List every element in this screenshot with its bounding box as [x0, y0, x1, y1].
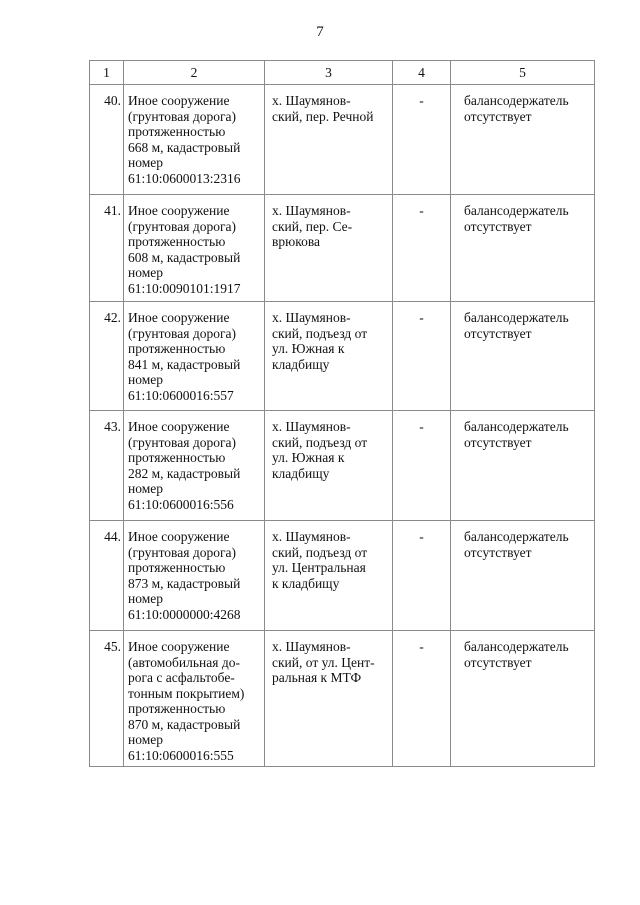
- holder-line: отсутствует: [464, 544, 532, 560]
- address-line: ский, подъезд от: [272, 325, 368, 341]
- row-number: 44.: [90, 521, 124, 631]
- holder-line: отсутствует: [464, 654, 532, 670]
- object-name-line: 870 м, кадастровый: [128, 716, 241, 732]
- address-line: х. Шаумянов-: [272, 639, 351, 654]
- address-line: х. Шаумянов-: [272, 93, 351, 108]
- object-name-line: 841 м, кадастровый: [128, 356, 241, 372]
- object-name-line: 61:10:0600016:557: [128, 387, 234, 403]
- column-header-1: 1: [90, 61, 124, 85]
- holder-line: отсутствует: [464, 218, 532, 234]
- object-name-cell: [124, 521, 265, 631]
- address-line: х. Шаумянов-: [272, 529, 351, 544]
- object-name-line: Иное сооружение: [128, 203, 230, 218]
- holder-line: балансодержатель: [464, 639, 569, 654]
- holder-line: отсутствует: [464, 434, 532, 450]
- holder-cell: [451, 302, 595, 411]
- table-row: [90, 85, 595, 195]
- object-name-line: Иное сооружение: [128, 310, 230, 325]
- column-4-cell: -: [393, 521, 451, 631]
- address-cell: [265, 302, 393, 411]
- object-name-line: (грунтовая дорога): [128, 434, 236, 450]
- object-name-line: (грунтовая дорога): [128, 218, 236, 234]
- object-name-line: тонным покрытием): [128, 685, 245, 701]
- holder-line: балансодержатель: [464, 310, 569, 325]
- address-line: к кладбищу: [272, 575, 340, 591]
- registry-table: [89, 60, 595, 767]
- object-name-cell: [124, 411, 265, 521]
- object-name-line: номер: [128, 591, 164, 606]
- object-name-line: 61:10:0600016:555: [128, 747, 234, 763]
- object-name-line: протяженностью: [128, 124, 226, 139]
- holder-cell: [451, 521, 595, 631]
- column-header-5: 5: [451, 61, 595, 85]
- object-name-cell: [124, 302, 265, 411]
- address-line: х. Шаумянов-: [272, 310, 351, 325]
- object-name-cell: [124, 195, 265, 302]
- object-name-line: 282 м, кадастровый: [128, 465, 241, 481]
- object-name-line: (автомобильная до-: [128, 654, 240, 670]
- column-4-cell: -: [393, 631, 451, 767]
- object-name-line: номер: [128, 372, 164, 387]
- table-row: [90, 521, 595, 631]
- holder-cell: [451, 195, 595, 302]
- object-name-line: Иное сооружение: [128, 419, 230, 434]
- object-name-line: номер: [128, 265, 164, 280]
- column-4-cell: -: [393, 195, 451, 302]
- object-name-line: 61:10:0000000:4268: [128, 606, 241, 622]
- object-name-line: протяженностью: [128, 341, 226, 356]
- address-line: врюкова: [272, 234, 321, 249]
- object-name-line: Иное сооружение: [128, 93, 230, 108]
- object-name-line: 608 м, кадастровый: [128, 249, 241, 265]
- row-number: 45.: [90, 631, 124, 767]
- column-4-cell: -: [393, 302, 451, 411]
- address-cell: [265, 85, 393, 195]
- object-name-line: Иное сооружение: [128, 529, 230, 544]
- object-name-line: 61:10:0600013:2316: [128, 170, 241, 186]
- object-name-line: (грунтовая дорога): [128, 544, 236, 560]
- column-header-3: 3: [265, 61, 393, 85]
- object-name-line: (грунтовая дорога): [128, 325, 236, 341]
- address-line: ул. Южная к: [272, 450, 345, 465]
- object-name-line: 61:10:0090101:1917: [128, 280, 241, 296]
- object-name-line: номер: [128, 481, 164, 496]
- object-name-line: 873 м, кадастровый: [128, 575, 241, 591]
- row-number: 41.: [90, 195, 124, 302]
- address-line: х. Шаумянов-: [272, 419, 351, 434]
- object-name-line: протяженностью: [128, 560, 226, 575]
- row-number: 40.: [90, 85, 124, 195]
- object-name-line: Иное сооружение: [128, 639, 230, 654]
- column-header-2: 2: [124, 61, 265, 85]
- address-line: кладбищу: [272, 356, 330, 372]
- address-cell: [265, 411, 393, 521]
- row-number: 42.: [90, 302, 124, 411]
- table-row: [90, 411, 595, 521]
- address-line: ский, от ул. Цент-: [272, 654, 375, 670]
- address-cell: [265, 195, 393, 302]
- holder-line: балансодержатель: [464, 203, 569, 218]
- object-name-line: (грунтовая дорога): [128, 108, 236, 124]
- address-line: ский, пер. Се-: [272, 218, 353, 234]
- address-line: ральная к МТФ: [272, 670, 362, 685]
- table-row: [90, 631, 595, 767]
- object-name-line: 668 м, кадастровый: [128, 139, 241, 155]
- object-name-line: протяженностью: [128, 450, 226, 465]
- column-4-cell: -: [393, 411, 451, 521]
- object-name-line: номер: [128, 155, 164, 170]
- address-line: ул. Центральная: [272, 560, 366, 575]
- address-cell: [265, 521, 393, 631]
- holder-line: балансодержатель: [464, 419, 569, 434]
- row-number: 43.: [90, 411, 124, 521]
- column-4-cell: -: [393, 85, 451, 195]
- object-name-cell: [124, 631, 265, 767]
- object-name-line: протяженностью: [128, 701, 226, 716]
- column-header-4: 4: [393, 61, 451, 85]
- table-row: [90, 302, 595, 411]
- table-row: [90, 195, 595, 302]
- holder-line: отсутствует: [464, 325, 532, 341]
- holder-cell: [451, 85, 595, 195]
- address-line: ул. Южная к: [272, 341, 345, 356]
- address-line: кладбищу: [272, 465, 330, 481]
- holder-line: отсутствует: [464, 108, 532, 124]
- table-body: [90, 85, 595, 767]
- address-line: ский, пер. Речной: [272, 108, 374, 124]
- page-number: 7: [316, 24, 324, 40]
- object-name-line: протяженностью: [128, 234, 226, 249]
- holder-cell: [451, 631, 595, 767]
- object-name-line: номер: [128, 732, 164, 747]
- address-line: ский, подъезд от: [272, 434, 368, 450]
- address-cell: [265, 631, 393, 767]
- object-name-cell: [124, 85, 265, 195]
- holder-line: балансодержатель: [464, 93, 569, 108]
- holder-line: балансодержатель: [464, 529, 569, 544]
- object-name-line: 61:10:0600016:556: [128, 496, 234, 512]
- address-line: х. Шаумянов-: [272, 203, 351, 218]
- holder-cell: [451, 411, 595, 521]
- address-line: ский, подъезд от: [272, 544, 368, 560]
- header-row: [90, 61, 595, 85]
- object-name-line: рога с асфальтобе-: [128, 670, 235, 685]
